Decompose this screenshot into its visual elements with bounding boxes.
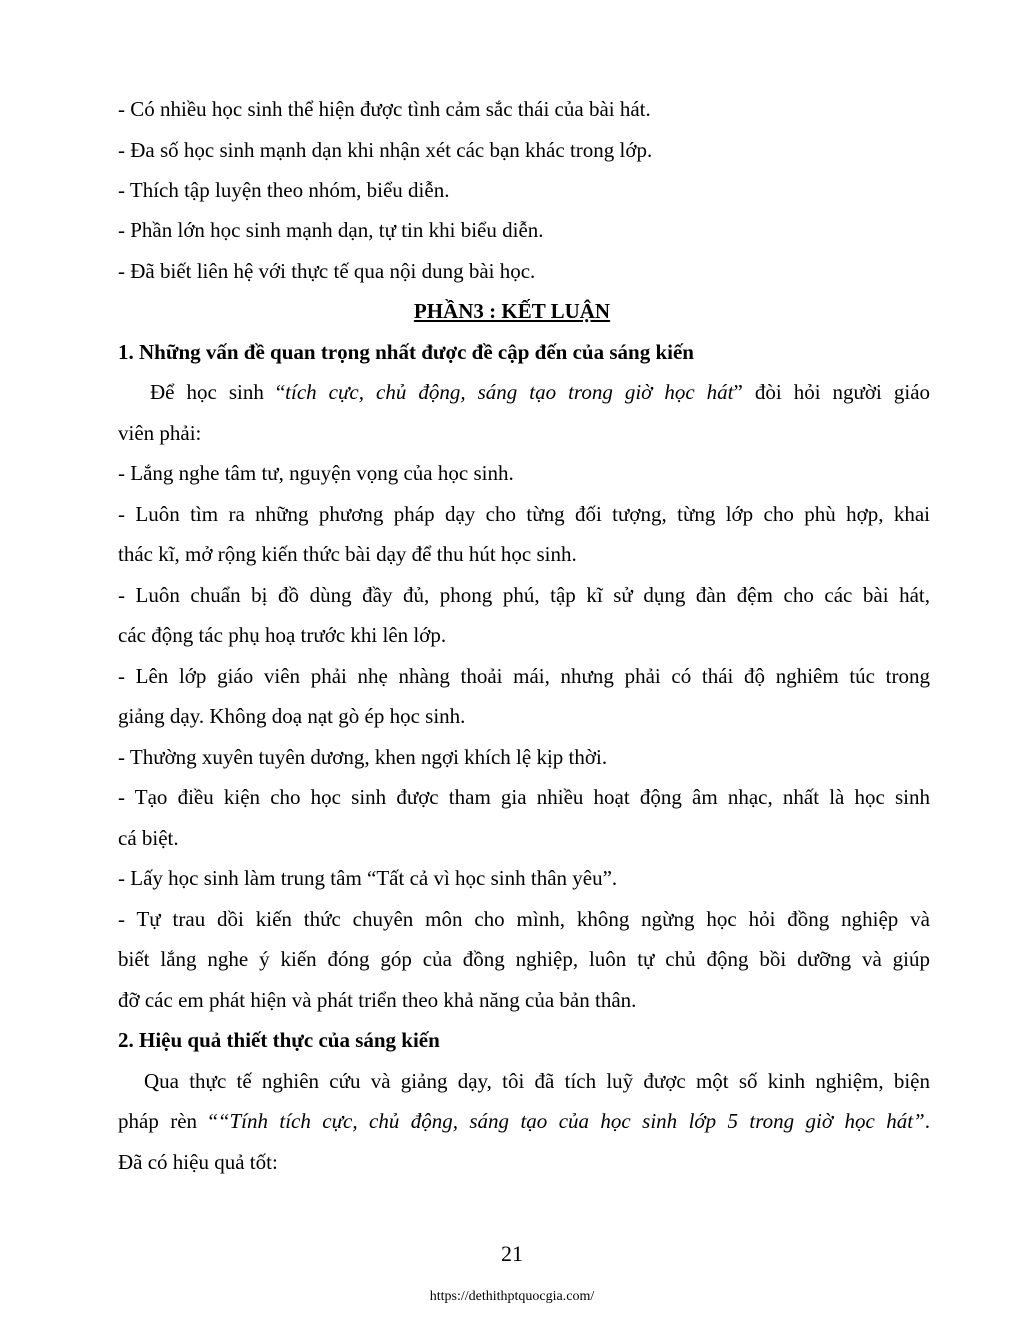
text-line: - Phần lớn học sinh mạnh dạn, tự tin khi biểu diễn. [118,218,544,242]
paragraph-1-line-1 [118,378,930,406]
bullet-line: biết lắng nghe ý kiến đóng góp của đồng nghiệp, luôn tự chủ động bồi dưỡng và giúp [118,947,930,971]
bullet-line: các động tác phụ hoạ trước khi lên lớp. [118,623,447,647]
page-number: 21 [501,1241,523,1266]
paragraph-1-italic: tích cực, chủ động, sáng tạo trong giờ học hát [285,380,734,404]
bullet-line: - Lên lớp giáo viên phải nhẹ nhàng thoải mái, nhưng phải có thái độ nghiêm túc trong [118,664,930,688]
section-title: PHẦN3 : KẾT LUẬN [413,299,611,323]
paragraph-2-pre: pháp rèn “ [118,1109,218,1133]
paragraph-2-line-1: Qua thực tế nghiên cứu và giảng dạy, tôi đã tích luỹ được một số kinh nghiệm, biện [144,1069,930,1093]
paragraph-1-line-2: viên phải: [118,421,202,445]
paragraph-2-post: . [924,1109,930,1133]
bullet-line: - Lấy học sinh làm trung tâm “Tất cả vì học sinh thân yêu”. [118,866,618,890]
bullet-line: cá biệt. [118,826,179,850]
bullet-line: - Luôn tìm ra những phương pháp dạy cho từng đối tượng, từng lớp cho phù hợp, khai [118,502,930,526]
bullet-line: - Tự trau dồi kiến thức chuyên môn cho mình, không ngừng học hỏi đồng nghiệp và [118,907,930,931]
paragraph-2-line-3: Đã có hiệu quả tốt: [118,1150,278,1174]
paragraph-2-line-2 [118,1107,930,1135]
bullet-line: - Luôn chuẩn bị đồ dùng đầy đủ, phong phú, tập kĩ sử dụng đàn đệm cho các bài hát, [118,583,930,607]
paragraph-2-italic: “Tính tích cực, chủ động, sáng tạo của học sinh lớp 5 trong giờ học hát” [217,1109,925,1133]
text-line: - Đã biết liên hệ với thực tế qua nội dung bài học. [118,259,536,283]
bullet-line: - Tạo điều kiện cho học sinh được tham gia nhiều hoạt động âm nhạc, nhất là học sinh [118,785,930,809]
heading-1: 1. Những vấn đề quan trọng nhất được đề cập đến của sáng kiến [118,340,694,364]
heading-2: 2. Hiệu quả thiết thực của sáng kiến [118,1028,440,1052]
bullet-line: - Thường xuyên tuyên dương, khen ngợi khích lệ kịp thời. [118,745,608,769]
text-line: - Đa số học sinh mạnh dạn khi nhận xét các bạn khác trong lớp. [118,138,653,162]
bullet-line: giảng dạy. Không doạ nạt gò ép học sinh. [118,704,466,728]
bullet-line: đỡ các em phát hiện và phát triển theo khả năng của bản thân. [118,988,637,1012]
text-line: - Thích tập luyện theo nhóm, biểu diễn. [118,178,450,202]
paragraph-1-post: ” đòi hỏi người giáo [733,380,931,404]
bullet-line: - Lắng nghe tâm tư, nguyện vọng của học sinh. [118,461,514,485]
footer-url[interactable]: https://dethithptquocgia.com/ [429,1289,595,1304]
paragraph-1-pre: Để học sinh “ [150,380,286,404]
text-line: - Có nhiều học sinh thể hiện được tình cảm sắc thái của bài hát. [118,97,651,121]
bullet-line: thác kĩ, mở rộng kiến thức bài dạy để thu hút học sinh. [118,542,577,566]
